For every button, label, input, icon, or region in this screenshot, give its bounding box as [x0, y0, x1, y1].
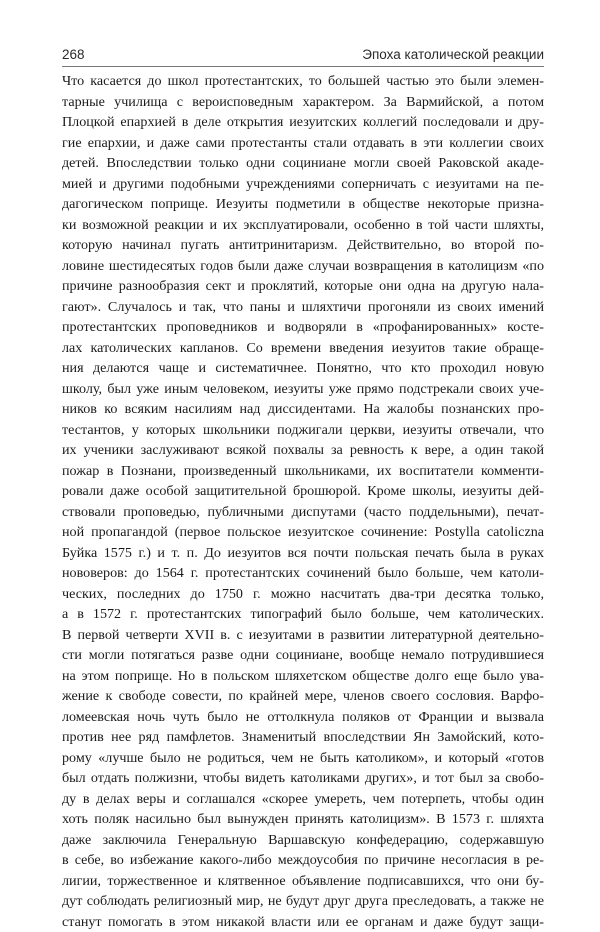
text-line: на этом поприще. Но в польском шляхетском обществе долго еще было ува-: [62, 666, 544, 687]
running-title: Эпоха католической реакции: [362, 47, 544, 62]
text-line: дут соблюдать религиозный мир, не будут друг друга преследовать, а также не: [62, 891, 544, 912]
text-line: ки возможной реакции и их эксплуатировали, особенно в той части шляхты,: [62, 215, 544, 236]
text-line: рому «лучше было не родиться, чем не быть католиком», и который «готов: [62, 748, 544, 769]
text-line: даже заключила Генеральную Варшавскую конфедерацию, содержавшую: [62, 830, 544, 851]
text-line: в себе, во избежание какого-либо междоусобия по причине несогласия в ре-: [62, 850, 544, 871]
text-line: сти могли потягаться разве одни социниане, вообще немало потрудившиеся: [62, 645, 544, 666]
text-line: нововеров: до 1564 г. протестантских сочинений было больше, чем католи-: [62, 563, 544, 584]
text-line: гие епархии, и даже сами протестанты стали отдавать в эти коллегии своих: [62, 133, 544, 154]
body-text: [62, 71, 544, 932]
text-line: их ученики заслуживают всякой похвалы за ревность к вере, а один такой: [62, 440, 544, 461]
text-line: мией и другими подобными учреждениями соперничать с иезуитами на пе-: [62, 174, 544, 195]
text-line: дагогическом поприще. Иезуиты подметили в обществе некоторые призна-: [62, 194, 544, 215]
text-line: лигии, торжественное и клятвенное объявление подписавшихся, что они бу-: [62, 871, 544, 892]
text-line: ровали даже особой защитительной брошюрой. Кроме школы, иезуиты дей-: [62, 481, 544, 502]
text-line: ников ко всяким насилиям над диссидентами. На жалобы познанских про-: [62, 399, 544, 420]
text-line: протестантских проповедников и водворяли в «профанированных» костe-: [62, 317, 544, 338]
text-line: ловине шестидесятых годов были даже случаи возвращения в католицизм «по: [62, 256, 544, 277]
text-line: а в 1572 г. протестантских типографий было больше, чем католических.: [62, 604, 544, 625]
text-line: причине разнообразия сект и проклятий, которые они одна на другую нала-: [62, 276, 544, 297]
text-line: лах католических капланов. Со времени введения иезуитов такие обраще-: [62, 338, 544, 359]
text-line: хоть поляк насильно был вынужден принять католицизм». В 1573 г. шляхта: [62, 809, 544, 830]
text-line: ной пропагандой (первое польское иезуитское сочинение: Postylla catoliczna: [62, 522, 544, 543]
text-line: Что касается до школ протестантских, то большей частью это были элемен-: [62, 71, 544, 92]
text-line: ствовали проповедью, публичными диспутами (часто поддельными), печат-: [62, 502, 544, 523]
text-line: тестантов, у которых школьники поджигали церкви, иезуиты отвечали, что: [62, 420, 544, 441]
text-line: Буйка 1575 г.) и т. п. До иезуитов вся почти польская печать была в руках: [62, 543, 544, 564]
text-line: пожар в Познани, произведенный школьниками, их воспитатели комменти-: [62, 461, 544, 482]
text-line: ломеевская ночь чуть было не оттолкнула поляков от Франции и вызвала: [62, 707, 544, 728]
text-line: Плоцкой епархией в деле открытия иезуитских коллегий последовали и дру-: [62, 112, 544, 133]
text-line: гают». Случалось и так, что паны и шляхтичи прогоняли из своих имений: [62, 297, 544, 318]
text-line: станут помогать в этом никакой власти или ее органам и даже будут защи-: [62, 912, 544, 932]
text-line: ческих, последних до 1750 г. можно насчитать два-три десятка только,: [62, 584, 544, 605]
text-line: школу, был уже иным человеком, иезуиты уже прямо подстрекали своих уче-: [62, 379, 544, 400]
page-number: 268: [62, 47, 85, 62]
text-line: против нее ряд памфлетов. Знаменитый впоследствии Ян Замойский, кото-: [62, 727, 544, 748]
text-line: В первой четверти XVII в. с иезуитами в развитии литературной деятельно-: [62, 625, 544, 646]
text-line: которую начинал пугать антитринитаризм. Действительно, во второй по-: [62, 235, 544, 256]
text-line: жение к свободе совести, по крайней мере, членов своего сословия. Варфо-: [62, 686, 544, 707]
text-line: ду в делах веры и соглашался «скорее умереть, чем потерпеть, чтобы один: [62, 789, 544, 810]
text-line: детей. Впоследствии только одни социниане могли своей Раковской акаде-: [62, 153, 544, 174]
header-rule: [62, 66, 544, 67]
text-line: ния делаются чаще и систематичнее. Понятно, что кто проходил новую: [62, 358, 544, 379]
text-line: был отдать полжизни, чтобы видеть католиками других», и тот был за свобо-: [62, 768, 544, 789]
text-line: тарные училища с вероисповедным характером. За Вармийской, а потом: [62, 92, 544, 113]
